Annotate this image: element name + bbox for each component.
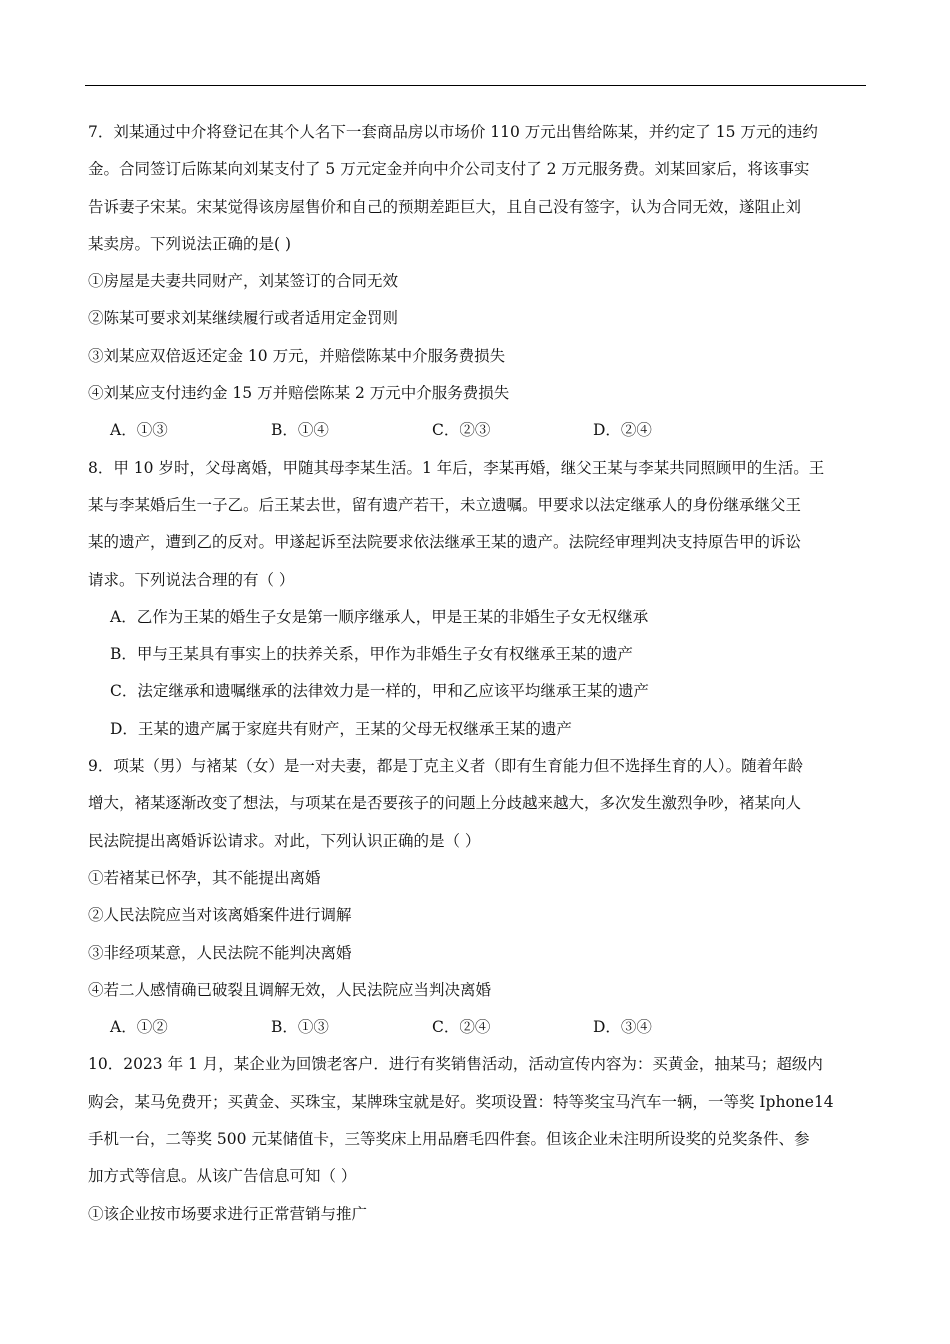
q8-option-c: C．法定继承和遗嘱继承的法律效力是一样的，甲和乙应该平均继承王某的遗产	[110, 682, 649, 701]
q9-statement: ②人民法院应当对该离婚案件进行调解	[88, 906, 352, 925]
q9-statement: ④若二人感情确已破裂且调解无效，人民法院应当判决离婚	[88, 980, 492, 999]
q8-option-a: A．乙作为王某的婚生子女是第一顺序继承人，甲是王某的非婚生子女无权继承	[110, 607, 649, 626]
q8-stem-line: 某的遗产，遭到乙的反对。甲遂起诉至法院要求依法继承王某的遗产。法院经审理判决支持原告甲的诉讼	[88, 533, 802, 552]
header-rule	[85, 85, 866, 86]
q8-stem-line: 8．甲 10 岁时，父母离婚，甲随其母李某生活。1 年后，李某再婚，继父王某与李某共同照顾甲的生活。王	[88, 458, 825, 477]
q7-option-c: C．②③	[432, 421, 491, 440]
q7-options	[88, 412, 864, 449]
q7-statement: ③刘某应双倍返还定金 10 万元，并赔偿陈某中介服务费损失	[88, 346, 506, 365]
q7-option-b: B．①④	[271, 421, 329, 440]
q10-stem-line: 10．2023 年 1 月，某企业为回馈老客户．进行有奖销售活动，活动宣传内容为：买黄金，抽某马；超级内	[88, 1055, 823, 1074]
q7-stem-line: 7．刘某通过中介将登记在其个人名下一套商品房以市场价 110 万元出售给陈某，并约定了 15 万元的违约	[88, 123, 818, 141]
q10-stem-line: 加方式等信息。从该广告信息可知（ ）	[88, 1167, 357, 1186]
q9-option-b: B．①③	[271, 1018, 329, 1037]
q9-option-c: C．②④	[432, 1018, 491, 1037]
q7-statement: ④刘某应支付违约金 15 万并赔偿陈某 2 万元中介服务费损失	[88, 384, 510, 403]
q7-option-d: D．②④	[593, 421, 652, 440]
q9-option-d: D．③④	[593, 1018, 652, 1037]
q7-stem-line: 某卖房。下列说法正确的是( )	[88, 234, 292, 253]
q9-stem-line: 民法院提出离婚诉讼请求。对此，下列认识正确的是（ ）	[88, 831, 481, 850]
q8-stem-line: 请求。下列说法合理的有（ ）	[88, 570, 295, 589]
q9-stem-line: 9．项某（男）与褚某（女）是一对夫妻，都是丁克主义者（即有生育能力但不选择生育的人）。随着年龄	[88, 757, 804, 776]
q9-stem-line: 增大，褚某逐渐改变了想法，与项某在是否要孩子的问题上分歧越来越大，多次发生激烈争吵，褚某向人	[88, 794, 802, 813]
q10-stem-line: 购会，某马免费开；买黄金、买珠宝，某牌珠宝就是好。奖项设置：特等奖宝马汽车一辆，一等奖 Iphone14	[88, 1092, 834, 1111]
q9-statement: ③非经项某意，人民法院不能判决离婚	[88, 943, 352, 962]
q9-options	[88, 1009, 864, 1046]
q7-stem-line: 告诉妻子宋某。宋某觉得该房屋售价和自己的预期差距巨大，且自己没有签字，认为合同无效，遂阻止刘	[88, 197, 802, 216]
question-content	[88, 114, 864, 1233]
q8-stem-line: 某与李某婚后生一子乙。后王某去世，留有遗产若干，未立遗嘱。甲要求以法定继承人的身份继承继父王	[88, 495, 802, 514]
q7-option-a: A．①③	[110, 421, 168, 440]
q10-statement: ①该企业按市场要求进行正常营销与推广	[88, 1204, 368, 1223]
q9-statement: ①若褚某已怀孕，其不能提出离婚	[88, 868, 321, 887]
q8-option-d: D．王某的遗产属于家庭共有财产，王某的父母无权继承王某的遗产	[110, 719, 572, 738]
q10-stem-line: 手机一台，二等奖 500 元某储值卡，三等奖床上用品磨毛四件套。但该企业未注明所设奖的兑奖条件、参	[88, 1130, 810, 1149]
q7-statement: ①房屋是夫妻共同财产，刘某签订的合同无效	[88, 272, 399, 291]
q7-stem-line: 金。合同签订后陈某向刘某支付了 5 万元定金并向中介公司支付了 2 万元服务费。刘某回家后，将该事实	[88, 160, 810, 179]
q7-statement: ②陈某可要求刘某继续履行或者适用定金罚则	[88, 309, 399, 328]
q8-option-b: B．甲与王某具有事实上的扶养关系，甲作为非婚生子女有权继承王某的遗产	[110, 645, 633, 664]
q9-option-a: A．①②	[110, 1018, 168, 1037]
